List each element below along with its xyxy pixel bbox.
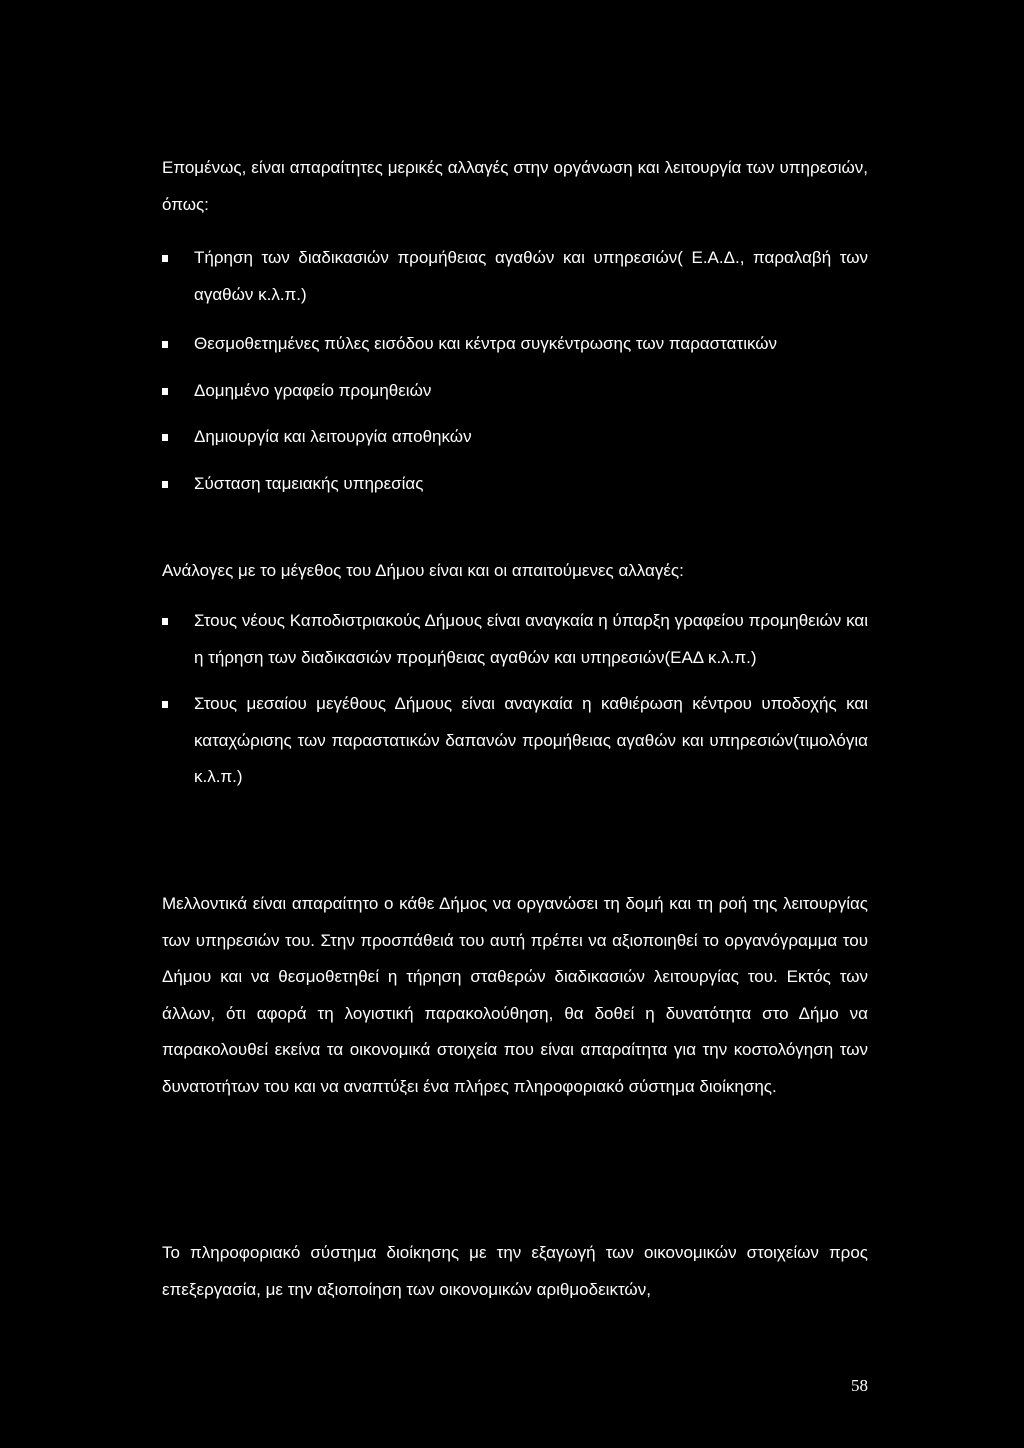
changes-list <box>162 240 868 502</box>
list-item <box>162 603 868 676</box>
bullet-square-icon <box>162 341 168 348</box>
list-item-text: Στους νέους Καποδιστριακούς Δήμους είναι αναγκαία η ύπαρξη γραφείου προμηθειών και η τήρηση των διαδικασιών προμήθειας αγαθών και υπηρεσιών(ΕΑΔ κ.λ.π.) <box>194 611 868 667</box>
list-item <box>162 373 868 410</box>
bullet-square-icon <box>162 701 168 708</box>
info-system-paragraph: Το πληροφοριακό σύστημα διοίκησης με την εξαγωγή των οικονομικών στοιχείων προς επεξεργασία, με την αξιοποίηση των οικονομικών αριθμοδεικτών, <box>162 1243 868 1299</box>
list-item <box>162 686 868 796</box>
bullet-square-icon <box>162 618 168 625</box>
list-item <box>162 240 868 313</box>
bullet-square-icon <box>162 481 168 488</box>
list-item-text: Τήρηση των διαδικασιών προμήθειας αγαθών και υπηρεσιών( Ε.Α.Δ., παραλαβή των αγαθών κ.λ.π.) <box>194 248 868 304</box>
list-item-text: Στους μεσαίου μεγέθους Δήμους είναι αναγκαία η καθιέρωση κέντρου υποδοχής και καταχώρισης των παραστατικών δαπανών προμήθειας αγαθών και υπηρεσιών(τιμολόγια κ.λ.π.) <box>194 694 868 786</box>
list-item-text: Δημιουργία και λειτουργία αποθηκών <box>194 427 472 446</box>
bullet-square-icon <box>162 255 168 262</box>
page-number: 58 <box>851 1376 868 1395</box>
list-item <box>162 466 868 503</box>
list-item-text: Δομημένο γραφείο προμηθειών <box>194 380 432 400</box>
list-item <box>162 419 868 456</box>
future-paragraph: Μελλοντικά είναι απαραίτητο ο κάθε Δήμος να οργανώσει τη δομή και τη ροή της λειτουργίας των υπηρεσιών του. Στην προσπάθειά του αυτή πρέπει να αξιοποιηθεί το οργανόγραμμα του Δήμου και να θεσμοθετηθεί η τήρηση σταθερών διαδικασιών λειτουργίας του. Εκτός των άλλων, ότι αφορά τη λογιστική παρακολούθηση, θα δοθεί η δυνατότητα στο Δήμο να παρακολουθεί εκείνα τα οικονομικά στοιχεία που είναι απαραίτητα για την κοστολόγηση των δυνατοτήτων του και να αναπτύξει ένα πλήρες πληροφοριακό σύστημα διοίκησης. <box>162 894 868 1096</box>
bullet-square-icon <box>162 388 168 395</box>
list-item-text: Θεσμοθετημένες πύλες εισόδου και κέντρα συγκέντρωσης των παραστατικών <box>194 334 778 353</box>
analogous-paragraph: Ανάλογες με το μέγεθος του Δήμου είναι και οι απαιτούμενες αλλαγές: <box>162 561 684 580</box>
intro-paragraph: Επομένως, είναι απαραίτητες μερικές αλλαγές στην οργάνωση και λειτουργία των υπηρεσιών, όπως: <box>162 158 868 214</box>
bullet-square-icon <box>162 434 168 441</box>
size-list <box>162 603 868 796</box>
list-item-text: Σύσταση ταμειακής υπηρεσίας <box>194 473 424 493</box>
list-item <box>162 326 868 363</box>
